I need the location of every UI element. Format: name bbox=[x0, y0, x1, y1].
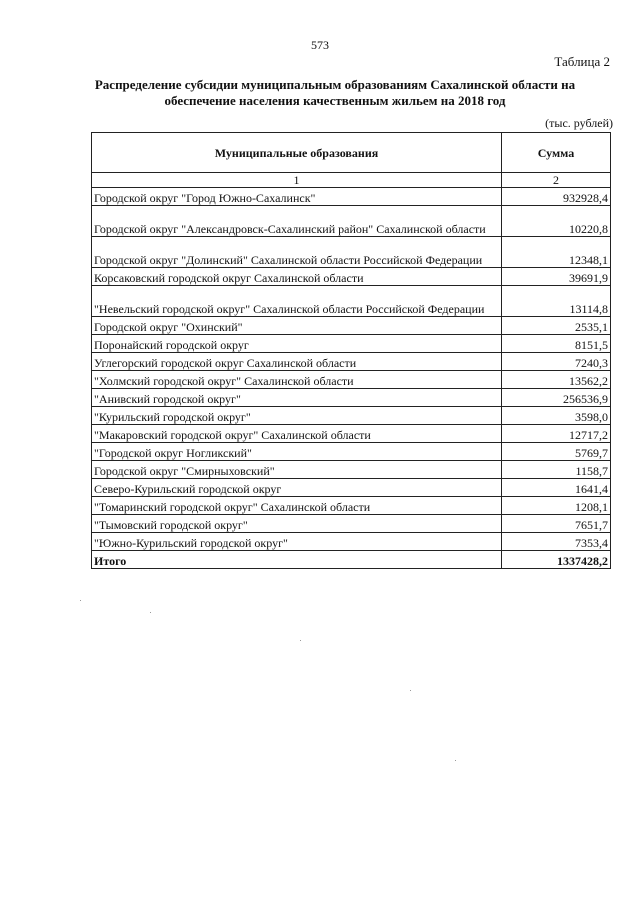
table-row bbox=[92, 407, 611, 425]
table-row bbox=[92, 286, 611, 317]
scan-speck bbox=[410, 690, 411, 691]
units-label: (тыс. рублей) bbox=[545, 116, 613, 130]
document-title: Распределение субсидии муниципальным образованиям Сахалинской области на обеспечение населения качественным жильем на 2018 год bbox=[94, 77, 576, 108]
subsidy-sum: 3598,0 bbox=[502, 407, 611, 425]
municipality-name: "Холмский городской округ" Сахалинской области bbox=[92, 371, 502, 389]
municipality-name: "Томаринский городской округ" Сахалинской области bbox=[92, 497, 502, 515]
table-row bbox=[92, 497, 611, 515]
municipality-name: Городской округ "Смирныховский" bbox=[92, 461, 502, 479]
table-row bbox=[92, 425, 611, 443]
table-row bbox=[92, 335, 611, 353]
table-row bbox=[92, 479, 611, 497]
municipality-name: "Южно-Курильский городской округ" bbox=[92, 533, 502, 551]
header-municipalities: Муниципальные образования bbox=[92, 133, 502, 173]
total-label: Итого bbox=[92, 551, 502, 569]
column-number-row bbox=[92, 173, 611, 188]
municipality-name: "Курильский городской округ" bbox=[92, 407, 502, 425]
subsidy-sum: 256536,9 bbox=[502, 389, 611, 407]
municipality-name: "Тымовский городской округ" bbox=[92, 515, 502, 533]
municipality-name: Городской округ "Александровск-Сахалинский район" Сахалинской области bbox=[92, 206, 502, 237]
subsidy-sum: 1641,4 bbox=[502, 479, 611, 497]
subsidy-sum: 2535,1 bbox=[502, 317, 611, 335]
municipality-name: "Макаровский городской округ" Сахалинской области bbox=[92, 425, 502, 443]
column-number-2: 2 bbox=[502, 173, 611, 188]
scan-speck bbox=[455, 760, 456, 761]
municipality-name: Городской округ "Долинский" Сахалинской области Российской Федерации bbox=[92, 237, 502, 268]
subsidy-sum: 932928,4 bbox=[502, 188, 611, 206]
header-sum: Сумма bbox=[502, 133, 611, 173]
table-row bbox=[92, 188, 611, 206]
subsidy-table bbox=[91, 132, 611, 569]
scan-speck bbox=[300, 640, 301, 641]
subsidy-sum: 12348,1 bbox=[502, 237, 611, 268]
page-number: 573 bbox=[311, 38, 329, 52]
table-label: Таблица 2 bbox=[554, 54, 610, 69]
subsidy-sum: 12717,2 bbox=[502, 425, 611, 443]
column-number-1: 1 bbox=[92, 173, 502, 188]
table-row bbox=[92, 371, 611, 389]
municipality-name: Городской округ "Охинский" bbox=[92, 317, 502, 335]
subsidy-sum: 1208,1 bbox=[502, 497, 611, 515]
table-row bbox=[92, 353, 611, 371]
municipality-name: Корсаковский городской округ Сахалинской области bbox=[92, 268, 502, 286]
total-sum: 1337428,2 bbox=[502, 551, 611, 569]
table-row bbox=[92, 206, 611, 237]
municipality-name: Городской округ "Город Южно-Сахалинск" bbox=[92, 188, 502, 206]
subsidy-sum: 8151,5 bbox=[502, 335, 611, 353]
municipality-name: Поронайский городской округ bbox=[92, 335, 502, 353]
subsidy-sum: 5769,7 bbox=[502, 443, 611, 461]
subsidy-sum: 39691,9 bbox=[502, 268, 611, 286]
municipality-name: "Городской округ Ногликский" bbox=[92, 443, 502, 461]
municipality-name: "Анивский городской округ" bbox=[92, 389, 502, 407]
table-row bbox=[92, 268, 611, 286]
scan-speck bbox=[80, 600, 81, 601]
municipality-name: Углегорский городской округ Сахалинской области bbox=[92, 353, 502, 371]
municipality-name: Северо-Курильский городской округ bbox=[92, 479, 502, 497]
subsidy-sum: 10220,8 bbox=[502, 206, 611, 237]
subsidy-sum: 13114,8 bbox=[502, 286, 611, 317]
table-row bbox=[92, 317, 611, 335]
table-row bbox=[92, 515, 611, 533]
subsidy-sum: 13562,2 bbox=[502, 371, 611, 389]
table-row bbox=[92, 461, 611, 479]
table-row bbox=[92, 533, 611, 551]
table-row bbox=[92, 237, 611, 268]
table-header-row bbox=[92, 133, 611, 173]
subsidy-sum: 7651,7 bbox=[502, 515, 611, 533]
subsidy-sum: 7240,3 bbox=[502, 353, 611, 371]
subsidy-sum: 7353,4 bbox=[502, 533, 611, 551]
total-row bbox=[92, 551, 611, 569]
table-row bbox=[92, 443, 611, 461]
table-row bbox=[92, 389, 611, 407]
municipality-name: "Невельский городской округ" Сахалинской области Российской Федерации bbox=[92, 286, 502, 317]
subsidy-sum: 1158,7 bbox=[502, 461, 611, 479]
scan-speck bbox=[150, 612, 151, 613]
